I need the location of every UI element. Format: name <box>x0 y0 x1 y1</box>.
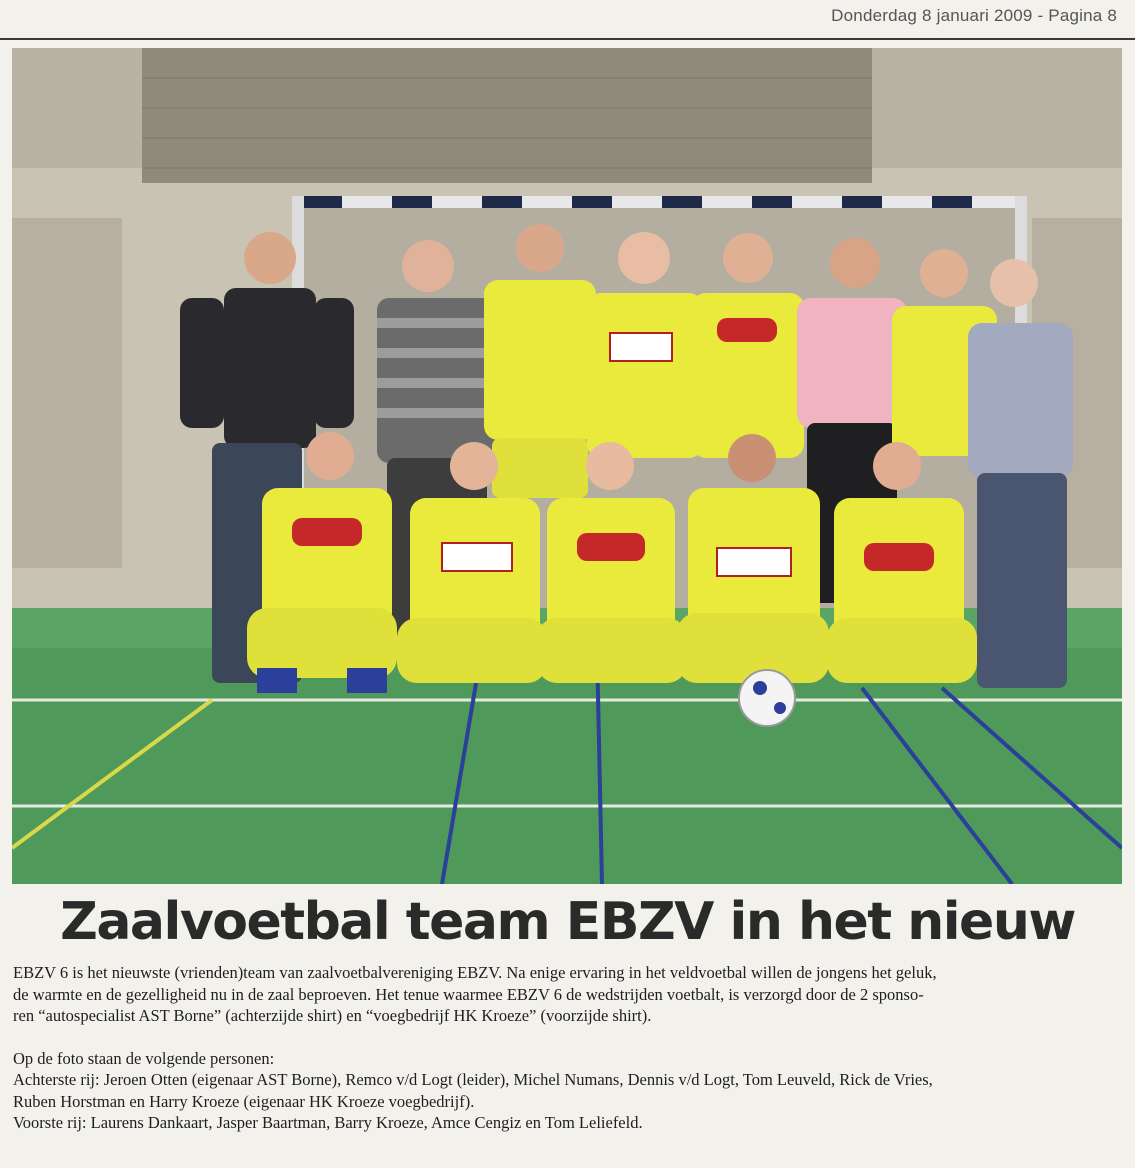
intro-line: de warmte en de gezelligheid nu in de zaal beproeven. Het tenue waarmee EBZV 6 de wedstrijden voetbalt, is verzorgd door de 2 sponso- <box>13 984 924 1004</box>
intro-line: EBZV 6 is het nieuwste (vrienden)team van zaalvoetbalvereniging EBZV. Na enige ervaring in het veldvoetbal willen de jongens het geluk, <box>13 963 937 982</box>
dateline: Donderdag 8 januari 2009 - Pagina 8 <box>831 6 1117 25</box>
wall-panel-left <box>12 218 122 568</box>
team-photo <box>12 48 1122 884</box>
caption-line: Voorste rij: Laurens Dankaart, Jasper Baartman, Barry Kroeze, Amce Cengiz en Tom Leliefeld. <box>13 1113 643 1132</box>
article-headline: Zaalvoetbal team EBZV in het nieuw <box>60 892 1075 952</box>
caption-line: Achterste rij: Jeroen Otten (eigenaar AST Borne), Remco v/d Logt (leider), Michel Numans, Dennis v/d Logt, Tom Leuveld, Rick de Vries, <box>13 1070 933 1089</box>
article-body <box>13 962 1123 1134</box>
header-rule <box>0 38 1135 40</box>
person-back-8 <box>968 259 1073 688</box>
caption-line: Op de foto staan de volgende personen: <box>13 1048 275 1068</box>
caption-line: Ruben Horstman en Harry Kroeze (eigenaar HK Kroeze voegbedrijf). <box>13 1091 475 1111</box>
intro-line: ren “autospecialist AST Borne” (achterzijde shirt) en “voegbedrijf HK Kroeze” (voorzijde shirt). <box>13 1006 652 1025</box>
football-icon <box>739 670 795 726</box>
wall-net <box>142 48 872 183</box>
